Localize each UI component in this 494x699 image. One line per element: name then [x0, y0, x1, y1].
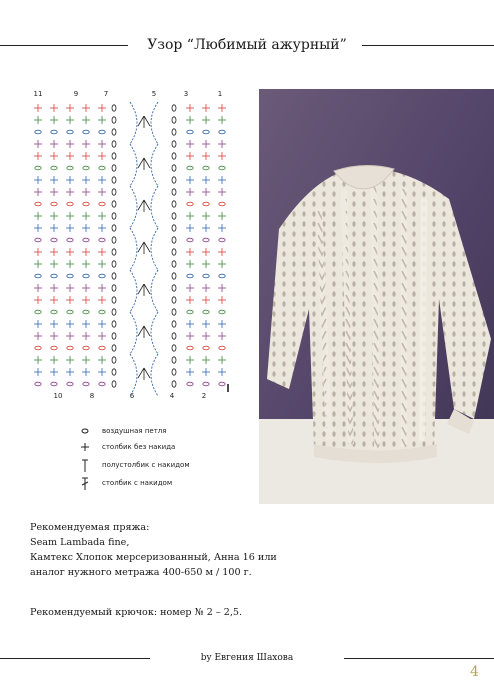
chain-stitch [187, 202, 193, 206]
chain-stitch [51, 202, 57, 206]
chain-stitch [172, 153, 176, 159]
chain-stitch [112, 273, 116, 279]
chain-stitch [172, 249, 176, 255]
sweater-illustration [259, 89, 494, 504]
chain-stitch [172, 381, 176, 387]
chain-stitch [99, 274, 105, 278]
yarn-heading: Рекомендуемая пряжа: [30, 522, 150, 533]
row-number: 5 [151, 90, 157, 98]
row-number: 10 [53, 392, 63, 400]
chain-stitch [112, 213, 116, 219]
chain-stitch [219, 274, 225, 278]
chain-stitch [112, 345, 116, 351]
chain-stitch [112, 249, 116, 255]
lace-arch [130, 102, 137, 144]
author-credit: by Евгения Шахова [150, 650, 344, 666]
page-title: Узор “Любимый ажурный” [147, 37, 347, 53]
chain-stitch [35, 274, 41, 278]
chain-stitch [99, 202, 105, 206]
chain-stitch [172, 321, 176, 327]
chain-stitch [67, 382, 73, 386]
chain-stitch [51, 310, 57, 314]
chain-stitch [99, 238, 105, 242]
chain-stitch [219, 130, 225, 134]
chain-stitch [172, 165, 176, 171]
row-number: 9 [73, 90, 79, 98]
chain-stitch [35, 346, 41, 350]
chain-stitch [219, 202, 225, 206]
lace-arch [151, 270, 158, 312]
stitch-fan [138, 368, 150, 380]
chain-stitch [172, 105, 176, 111]
chain-stitch [112, 357, 116, 363]
chain-icon [80, 425, 92, 439]
hook-recommendation: Рекомендуемый крючок: номер № 2 – 2,5. [30, 607, 243, 618]
legend-item-double-crochet [80, 477, 280, 491]
chain-stitch [172, 177, 176, 183]
chain-stitch [67, 202, 73, 206]
row-number: 7 [103, 90, 109, 98]
diagram-top-row-numbers [34, 90, 223, 98]
chain-stitch [203, 202, 209, 206]
row-number: 3 [183, 90, 189, 98]
chain-stitch [172, 297, 176, 303]
chain-stitch [112, 177, 116, 183]
chain-stitch [67, 166, 73, 170]
yarn-line-2: Камтекс Хлопок мерсеризованный, Анна 16 или [30, 552, 277, 563]
chain-stitch [112, 153, 116, 159]
chain-stitch [219, 166, 225, 170]
diagram-bottom-row-numbers [54, 392, 207, 400]
chain-stitch [112, 105, 116, 111]
stitch-fan [138, 284, 150, 296]
double-crochet-icon [80, 477, 92, 491]
chain-stitch [112, 201, 116, 207]
stitch-fan [138, 200, 150, 212]
legend-item-chain [80, 425, 280, 439]
sweater-photo [259, 89, 494, 504]
chain-stitch [51, 346, 57, 350]
chain-stitch [219, 238, 225, 242]
half-double-crochet-icon [80, 459, 92, 473]
chain-stitch [99, 346, 105, 350]
lace-arch [130, 354, 137, 396]
chain-stitch [112, 237, 116, 243]
legend-label: столбик без накида [102, 443, 176, 451]
lace-arch [130, 270, 137, 312]
chain-stitch [172, 225, 176, 231]
chain-stitch [187, 238, 193, 242]
stitch-fan [138, 116, 150, 128]
chain-stitch [112, 297, 116, 303]
lace-arch [130, 186, 137, 228]
chain-stitch [187, 166, 193, 170]
chain-stitch [219, 346, 225, 350]
chain-stitch [99, 382, 105, 386]
lace-arch [151, 228, 158, 270]
chain-stitch [112, 141, 116, 147]
chain-stitch [172, 261, 176, 267]
chain-stitch [203, 166, 209, 170]
chain-stitch [83, 202, 89, 206]
chain-stitch [172, 357, 176, 363]
chain-stitch [187, 274, 193, 278]
lace-arch [151, 102, 158, 144]
title-row [0, 34, 494, 56]
chain-stitch [112, 333, 116, 339]
chain-stitch [67, 274, 73, 278]
chain-stitch [172, 117, 176, 123]
lace-arch [151, 186, 158, 228]
chain-stitch [203, 130, 209, 134]
chain-stitch [172, 285, 176, 291]
chain-stitch [187, 382, 193, 386]
chain-stitch [35, 238, 41, 242]
chain-stitch [35, 130, 41, 134]
legend-label: столбик с накидом [102, 479, 173, 487]
chain-stitch [83, 166, 89, 170]
legend-item-half-double-crochet [80, 459, 280, 473]
chain-stitch [35, 166, 41, 170]
chain-stitch [172, 369, 176, 375]
stitch-fan [138, 326, 150, 338]
chain-stitch [172, 345, 176, 351]
lace-arch [151, 354, 158, 396]
chain-stitch [172, 129, 176, 135]
stitch-fan [138, 242, 150, 254]
chain-stitch [112, 261, 116, 267]
chain-stitch [51, 166, 57, 170]
legend-label: воздушная петля [102, 427, 167, 435]
chain-stitch [35, 310, 41, 314]
chain-stitch [67, 130, 73, 134]
chain-stitch [112, 309, 116, 315]
chain-stitch [51, 130, 57, 134]
yarn-line-3: аналог нужного метража 400-650 м / 100 г. [30, 567, 252, 578]
chain-stitch [51, 382, 57, 386]
chain-stitch [112, 369, 116, 375]
title-rule-left [0, 45, 128, 46]
chain-stitch [203, 346, 209, 350]
chain-stitch [187, 130, 193, 134]
chain-stitch [203, 310, 209, 314]
chain-stitch [83, 346, 89, 350]
chain-stitch [112, 381, 116, 387]
single-crochet-icon [80, 441, 92, 455]
diagram-stitch-grid [34, 102, 228, 396]
chain-stitch [83, 130, 89, 134]
stitch-fan [138, 158, 150, 170]
chain-stitch [67, 238, 73, 242]
chain-stitch [172, 309, 176, 315]
chain-stitch [83, 382, 89, 386]
chain-stitch [172, 189, 176, 195]
chain-stitch [83, 310, 89, 314]
lace-arch [151, 312, 158, 354]
chain-stitch [203, 382, 209, 386]
chain-stitch [35, 382, 41, 386]
yarn-info [30, 520, 470, 580]
chain-stitch [67, 346, 73, 350]
chain-stitch [187, 310, 193, 314]
chain-stitch [83, 274, 89, 278]
title-rule-right [362, 45, 494, 46]
chain-stitch [99, 310, 105, 314]
chain-stitch [35, 202, 41, 206]
chain-stitch [112, 321, 116, 327]
chain-stitch [172, 141, 176, 147]
chain-stitch [219, 310, 225, 314]
lace-arch [151, 144, 158, 186]
row-number: 1 [217, 90, 223, 98]
chain-stitch [203, 274, 209, 278]
yarn-line-1: Seam Lambada fine, [30, 537, 130, 548]
chain-stitch [51, 238, 57, 242]
chain-stitch [67, 310, 73, 314]
row-number: 8 [89, 392, 95, 400]
lace-arch [130, 144, 137, 186]
legend-item-single-crochet [80, 441, 280, 455]
legend-label: полустолбик с накидом [102, 461, 190, 469]
chain-stitch [112, 129, 116, 135]
row-number: 4 [169, 392, 175, 400]
chain-stitch [203, 238, 209, 242]
page-number: 4 [470, 664, 479, 680]
lace-arch [130, 312, 137, 354]
chain-stitch [112, 225, 116, 231]
chain-stitch [83, 238, 89, 242]
chain-stitch [172, 273, 176, 279]
chain-stitch [172, 333, 176, 339]
row-number: 6 [129, 392, 135, 400]
chain-stitch [51, 274, 57, 278]
chain-stitch [219, 382, 225, 386]
chain-stitch [172, 213, 176, 219]
row-number: 2 [201, 392, 207, 400]
chain-stitch [172, 237, 176, 243]
chain-stitch [187, 346, 193, 350]
crochet-diagram [26, 88, 236, 404]
chain-stitch [112, 117, 116, 123]
chain-stitch [112, 189, 116, 195]
chain-stitch [99, 130, 105, 134]
chain-stitch [112, 165, 116, 171]
lace-arch [130, 228, 137, 270]
row-number: 11 [33, 90, 43, 98]
chain-stitch [112, 285, 116, 291]
chain-stitch [99, 166, 105, 170]
chain-stitch [172, 201, 176, 207]
